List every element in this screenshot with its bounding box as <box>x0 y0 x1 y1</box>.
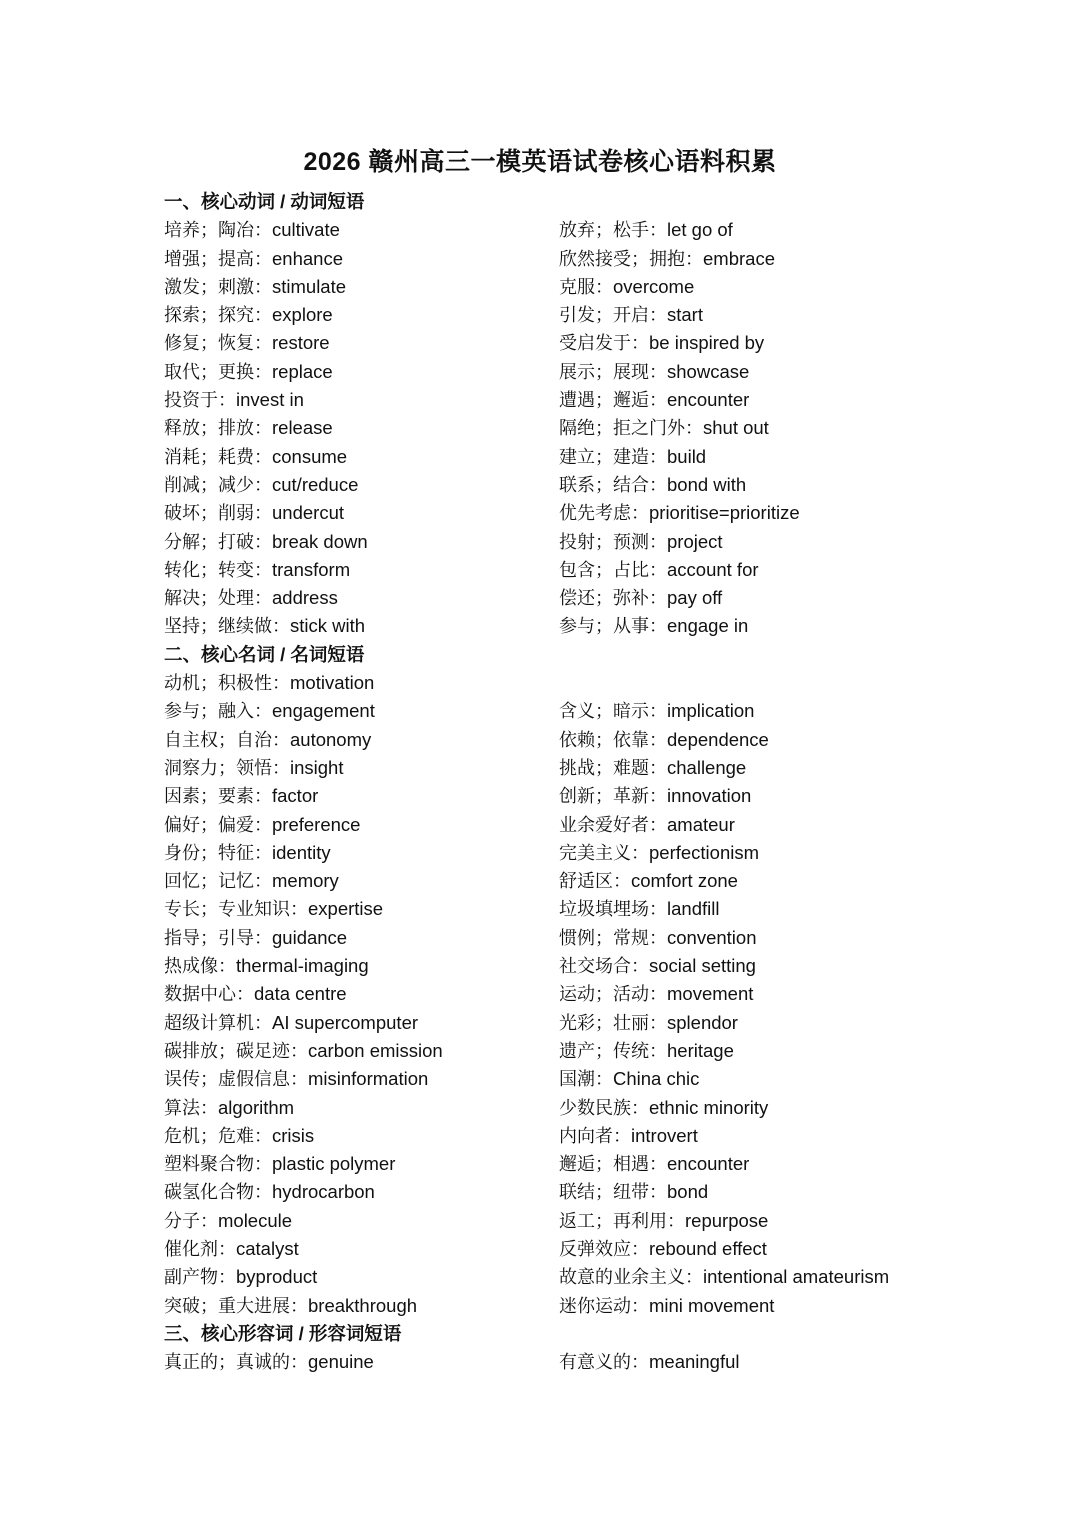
chinese-meaning: 数据中心： <box>164 984 254 1006</box>
chinese-meaning: 建立；建造： <box>559 446 667 468</box>
english-term: showcase <box>667 360 750 382</box>
english-term: let go of <box>667 219 733 241</box>
chinese-meaning: 解决；处理： <box>164 588 272 610</box>
chinese-meaning: 热成像： <box>164 956 236 978</box>
english-term: transform <box>272 558 351 580</box>
vocab-entry <box>164 895 559 923</box>
english-term: crisis <box>272 1124 315 1146</box>
section-heading: 一、核心动词 / 动词短语 <box>164 191 365 212</box>
english-term: replace <box>272 360 333 382</box>
english-term: undercut <box>272 502 344 524</box>
vocab-entry <box>559 980 984 1008</box>
english-term: molecule <box>218 1209 293 1231</box>
vocab-entry <box>559 528 984 556</box>
document-content <box>164 188 984 1376</box>
chinese-meaning: 放弃；松手： <box>559 220 667 242</box>
english-term: embrace <box>703 247 775 269</box>
english-term: social setting <box>649 955 756 977</box>
english-term: comfort zone <box>631 870 738 892</box>
english-term: motivation <box>290 672 375 694</box>
vocab-entry <box>164 782 559 810</box>
english-term: dependence <box>667 728 769 750</box>
english-term: heritage <box>667 1039 734 1061</box>
chinese-meaning: 光彩；壮丽： <box>559 1012 667 1034</box>
vocab-entry <box>164 386 559 414</box>
chinese-meaning: 含义；暗示： <box>559 701 667 723</box>
vocab-entry <box>164 1348 559 1376</box>
english-term: pay off <box>667 587 723 609</box>
vocab-entry <box>164 811 559 839</box>
vocab-entry <box>164 839 559 867</box>
english-term: catalyst <box>236 1237 299 1259</box>
chinese-meaning: 破坏；削弱： <box>164 503 272 525</box>
chinese-meaning: 碳排放；碳足迹： <box>164 1040 308 1062</box>
vocab-entry <box>164 669 559 697</box>
chinese-meaning: 专长；专业知识： <box>164 899 308 921</box>
english-term: bond with <box>667 473 747 495</box>
chinese-meaning: 取代；更换： <box>164 361 272 383</box>
english-term: release <box>272 417 333 439</box>
english-term: start <box>667 304 703 326</box>
vocab-entry <box>559 443 984 471</box>
english-term: byproduct <box>236 1266 318 1288</box>
chinese-meaning: 联结；纽带： <box>559 1182 667 1204</box>
chinese-meaning: 算法： <box>164 1097 218 1119</box>
english-term: thermal-imaging <box>236 955 369 977</box>
vocab-grid <box>164 1348 984 1376</box>
section-heading: 三、核心形容词 / 形容词短语 <box>164 1322 402 1344</box>
english-term: implication <box>667 700 755 722</box>
vocab-entry <box>559 386 984 414</box>
english-term: repurpose <box>685 1209 769 1231</box>
english-term: innovation <box>667 785 752 807</box>
english-term: intentional amateurism <box>703 1266 890 1288</box>
chinese-meaning: 自主权；自治： <box>164 729 290 751</box>
chinese-meaning: 挑战；难题： <box>559 757 667 779</box>
english-term: breakthrough <box>308 1294 418 1316</box>
vocab-entry <box>559 414 984 442</box>
vocab-entry <box>559 329 984 357</box>
chinese-meaning: 运动；活动： <box>559 984 667 1006</box>
vocab-entry <box>164 697 559 725</box>
vocab-entry <box>559 358 984 386</box>
vocab-entry <box>559 1235 984 1263</box>
vocab-entry <box>164 443 559 471</box>
vocab-entry <box>164 726 559 754</box>
chinese-meaning: 碳氢化合物： <box>164 1182 272 1204</box>
vocab-entry <box>164 612 559 640</box>
chinese-meaning: 社交场合： <box>559 956 649 978</box>
vocab-entry <box>559 1009 984 1037</box>
english-term: memory <box>272 870 339 892</box>
vocab-entry <box>164 273 559 301</box>
english-term: mini movement <box>649 1294 775 1316</box>
vocab-entry <box>164 1065 559 1093</box>
english-term: challenge <box>667 756 747 778</box>
english-term: hydrocarbon <box>272 1181 375 1203</box>
chinese-meaning: 动机；积极性： <box>164 673 290 695</box>
chinese-meaning: 修复；恢复： <box>164 333 272 355</box>
english-term: guidance <box>272 926 348 948</box>
english-term: invest in <box>236 389 304 411</box>
vocab-entry <box>164 414 559 442</box>
english-term: prioritise=prioritize <box>649 502 800 524</box>
chinese-meaning: 少数民族： <box>559 1097 649 1119</box>
english-term: identity <box>272 841 331 863</box>
vocab-entry <box>164 754 559 782</box>
chinese-meaning: 垃圾填埋场： <box>559 899 667 921</box>
chinese-meaning: 遗产；传统： <box>559 1040 667 1062</box>
vocab-entry <box>164 1263 559 1291</box>
chinese-meaning: 分解；打破： <box>164 531 272 553</box>
vocab-entry <box>559 612 984 640</box>
vocab-entry <box>559 1292 984 1320</box>
vocab-entry <box>559 782 984 810</box>
chinese-meaning: 迷你运动： <box>559 1295 649 1317</box>
chinese-meaning: 身份；特征： <box>164 842 272 864</box>
chinese-meaning: 创新；革新： <box>559 786 667 808</box>
vocab-entry <box>559 1348 984 1376</box>
english-term: project <box>667 530 723 552</box>
english-term: AI supercomputer <box>272 1011 419 1033</box>
chinese-meaning: 完美主义： <box>559 842 649 864</box>
chinese-meaning: 释放；排放： <box>164 418 272 440</box>
chinese-meaning: 激发；刺激： <box>164 276 272 298</box>
english-term: address <box>272 587 338 609</box>
english-term: rebound effect <box>649 1237 767 1259</box>
english-term: explore <box>272 304 333 326</box>
chinese-meaning: 危机；危难： <box>164 1125 272 1147</box>
vocab-entry <box>164 471 559 499</box>
english-term: plastic polymer <box>272 1153 396 1175</box>
chinese-meaning: 因素；要素： <box>164 786 272 808</box>
vocab-entry <box>559 726 984 754</box>
english-term: restore <box>272 332 330 354</box>
english-term: engage in <box>667 615 749 637</box>
vocab-entry <box>559 471 984 499</box>
chinese-meaning: 超级计算机： <box>164 1012 272 1034</box>
chinese-meaning: 投射；预测： <box>559 531 667 553</box>
chinese-meaning: 回忆；记忆： <box>164 871 272 893</box>
chinese-meaning: 培养；陶冶： <box>164 220 272 242</box>
chinese-meaning: 业余爱好者： <box>559 814 667 836</box>
chinese-meaning: 受启发于： <box>559 333 649 355</box>
chinese-meaning: 惯例；常规： <box>559 927 667 949</box>
english-term: be inspired by <box>649 332 765 354</box>
vocab-entry <box>559 273 984 301</box>
vocab-entry <box>559 499 984 527</box>
vocab-entry <box>164 556 559 584</box>
vocab-entry <box>559 1094 984 1122</box>
vocab-entry <box>559 1178 984 1206</box>
english-term: shut out <box>703 417 769 439</box>
vocab-entry <box>559 839 984 867</box>
chinese-meaning: 增强；提高： <box>164 248 272 270</box>
chinese-meaning: 欣然接受；拥抱： <box>559 248 703 270</box>
chinese-meaning: 副产物： <box>164 1267 236 1289</box>
english-term: convention <box>667 926 757 948</box>
vocab-entry <box>164 358 559 386</box>
english-term: meaningful <box>649 1351 740 1373</box>
vocab-entry <box>559 1037 984 1065</box>
chinese-meaning: 反弹效应： <box>559 1238 649 1260</box>
english-term: break down <box>272 530 368 552</box>
english-term: carbon emission <box>308 1039 443 1061</box>
chinese-meaning: 坚持；继续做： <box>164 616 290 638</box>
english-term: genuine <box>308 1351 374 1373</box>
vocab-entry <box>559 1207 984 1235</box>
vocab-entry <box>559 811 984 839</box>
english-term: ethnic minority <box>649 1096 769 1118</box>
chinese-meaning: 参与；融入： <box>164 701 272 723</box>
vocab-entry <box>559 754 984 782</box>
vocab-entry <box>164 1207 559 1235</box>
vocab-entry <box>559 216 984 244</box>
chinese-meaning: 塑料聚合物： <box>164 1154 272 1176</box>
vocab-entry <box>559 697 984 725</box>
vocab-entry <box>559 1122 984 1150</box>
chinese-meaning: 探索；探究： <box>164 305 272 327</box>
vocab-grid <box>164 216 984 640</box>
english-term: engagement <box>272 700 375 722</box>
vocab-entry <box>559 924 984 952</box>
vocab-entry <box>164 499 559 527</box>
chinese-meaning: 优先考虑： <box>559 503 649 525</box>
vocab-entry <box>559 245 984 273</box>
vocab-entry <box>559 556 984 584</box>
vocab-entry <box>559 867 984 895</box>
chinese-meaning: 真正的；真诚的： <box>164 1352 308 1374</box>
english-term: encounter <box>667 1153 750 1175</box>
vocab-entry <box>164 1235 559 1263</box>
vocab-entry <box>164 924 559 952</box>
english-term: amateur <box>667 813 735 835</box>
chinese-meaning: 隔绝；拒之门外： <box>559 418 703 440</box>
english-term: movement <box>667 983 754 1005</box>
chinese-meaning: 转化；转变： <box>164 559 272 581</box>
english-term: cut/reduce <box>272 473 359 495</box>
chinese-meaning: 洞察力；领悟： <box>164 757 290 779</box>
chinese-meaning: 指导；引导： <box>164 927 272 949</box>
english-term: overcome <box>613 275 695 297</box>
chinese-meaning: 偏好；偏爱： <box>164 814 272 836</box>
english-term: account for <box>667 558 759 580</box>
vocab-entry <box>164 245 559 273</box>
english-term: perfectionism <box>649 841 760 863</box>
vocab-entry <box>559 301 984 329</box>
vocab-entry <box>164 980 559 1008</box>
vocab-entry <box>164 1122 559 1150</box>
document-title: 2026 赣州高三一模英语试卷核心语料积累 <box>303 148 777 176</box>
vocab-entry <box>164 528 559 556</box>
vocab-entry <box>164 1009 559 1037</box>
vocab-entry <box>164 1037 559 1065</box>
vocab-entry <box>559 952 984 980</box>
chinese-meaning: 分子： <box>164 1210 218 1232</box>
vocab-entry <box>164 216 559 244</box>
chinese-meaning: 依赖；依靠： <box>559 729 667 751</box>
chinese-meaning: 误传；虚假信息： <box>164 1069 308 1091</box>
chinese-meaning: 参与；从事： <box>559 616 667 638</box>
english-term: splendor <box>667 1011 738 1033</box>
vocab-entry <box>559 1263 984 1291</box>
vocab-entry <box>164 301 559 329</box>
vocab-entry <box>164 1150 559 1178</box>
english-term: enhance <box>272 247 343 269</box>
vocab-entry <box>164 1178 559 1206</box>
vocab-entry <box>164 1292 559 1320</box>
english-term: introvert <box>631 1124 698 1146</box>
chinese-meaning: 舒适区： <box>559 871 631 893</box>
english-term: expertise <box>308 898 384 920</box>
chinese-meaning: 包含；占比： <box>559 559 667 581</box>
english-term: stimulate <box>272 275 347 297</box>
english-term: factor <box>272 785 319 807</box>
english-term: landfill <box>667 898 720 920</box>
chinese-meaning: 返工；再利用： <box>559 1210 685 1232</box>
english-term: bond <box>667 1181 709 1203</box>
english-term: encounter <box>667 389 750 411</box>
chinese-meaning: 有意义的： <box>559 1352 649 1374</box>
vocab-entry <box>559 669 984 697</box>
vocab-entry <box>559 584 984 612</box>
chinese-meaning: 故意的业余主义： <box>559 1267 703 1289</box>
english-term: build <box>667 445 707 467</box>
english-term: insight <box>290 756 344 778</box>
chinese-meaning: 展示；展现： <box>559 361 667 383</box>
chinese-meaning: 削减；减少： <box>164 474 272 496</box>
english-term: China chic <box>613 1068 700 1090</box>
chinese-meaning: 催化剂： <box>164 1238 236 1260</box>
vocab-grid <box>164 669 984 1320</box>
english-term: misinformation <box>308 1068 429 1090</box>
english-term: preference <box>272 813 361 835</box>
chinese-meaning: 引发；开启： <box>559 305 667 327</box>
chinese-meaning: 偿还；弥补： <box>559 588 667 610</box>
english-term: data centre <box>254 983 347 1005</box>
chinese-meaning: 联系；结合： <box>559 474 667 496</box>
english-term: consume <box>272 445 348 467</box>
vocab-entry <box>559 1150 984 1178</box>
vocab-entry <box>164 867 559 895</box>
chinese-meaning: 邂逅；相遇： <box>559 1154 667 1176</box>
chinese-meaning: 克服： <box>559 276 613 298</box>
chinese-meaning: 突破；重大进展： <box>164 1295 308 1317</box>
chinese-meaning: 内向者： <box>559 1125 631 1147</box>
vocab-entry <box>559 895 984 923</box>
vocab-entry <box>559 1065 984 1093</box>
english-term: algorithm <box>218 1096 295 1118</box>
vocab-entry <box>164 1094 559 1122</box>
vocab-entry <box>164 584 559 612</box>
chinese-meaning: 国潮： <box>559 1069 613 1091</box>
vocab-entry <box>164 952 559 980</box>
english-term: cultivate <box>272 219 340 241</box>
chinese-meaning: 遭遇；邂逅： <box>559 390 667 412</box>
chinese-meaning: 投资于： <box>164 390 236 412</box>
vocab-entry <box>164 329 559 357</box>
chinese-meaning: 消耗；耗费： <box>164 446 272 468</box>
english-term: stick with <box>290 615 366 637</box>
english-term: autonomy <box>290 728 372 750</box>
section-heading: 二、核心名词 / 名词短语 <box>164 643 365 665</box>
